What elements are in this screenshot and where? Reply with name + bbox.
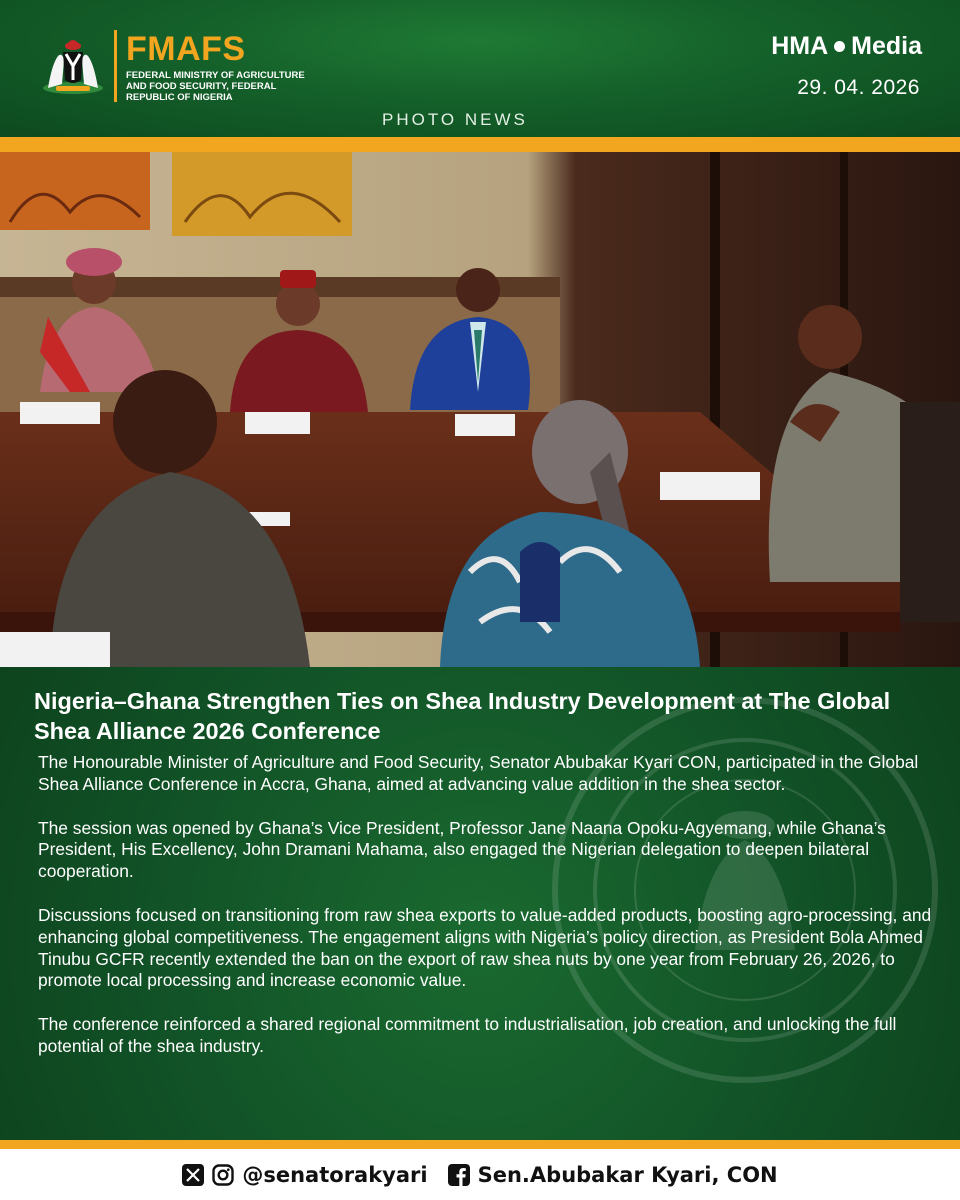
article-body [38, 752, 958, 1080]
article-headline: Nigeria–Ghana Strengthen Ties on Shea Industry Development at The Global Shea Alliance 2026 Conference [34, 688, 891, 744]
section-label: PHOTO NEWS [382, 110, 528, 129]
brand-title: FMAFS [126, 30, 246, 68]
post-date: 29. 04. 2026 [797, 76, 920, 99]
instagram-icon[interactable] [212, 1164, 234, 1186]
coat-of-arms-icon [38, 34, 108, 96]
facebook-page-name[interactable]: Sen.Abubakar Kyari, CON [477, 1162, 778, 1187]
hma-left: HMA [771, 32, 829, 60]
article-paragraph: Discussions focused on transitioning from raw shea exports to value-added products, boosting agro-processing, and enhancing global competitiveness. The engagement aligns with Nigeria’s policy direction, as President Bola Ahmed Tinubu GCFR recently extended the ban on the export of raw shea nuts by one year from February 26, 2026, to promote local processing and increase economic value. [38, 904, 932, 991]
brand-subtitle: FEDERAL MINISTRY OF AGRICULTURE AND FOOD SECURITY, FEDERAL REPUBLIC OF NIGERIA [126, 70, 305, 103]
article-paragraph: The Honourable Minister of Agriculture and Food Security, Senator Abubakar Kyari CON, participated in the Global Shea Alliance Conference in Accra, Ghana, aimed at advancing value addition in the shea sector. [38, 752, 919, 794]
facebook-icon[interactable] [448, 1164, 470, 1186]
social-footer [0, 1149, 960, 1200]
header-banner [0, 0, 960, 137]
hma-right: Media [851, 32, 922, 60]
bullet-dot-icon [834, 41, 845, 52]
x-instagram-handle[interactable]: @senatorakyari [242, 1162, 428, 1187]
article-paragraph: The session was opened by Ghana’s Vice President, Professor Jane Naana Opoku-Agyemang, while Ghana’s President, His Excellency, John Dramani Mahama, also engaged the Nigerian delegation to deepen bilateral cooperation. [38, 817, 886, 882]
x-icon[interactable] [182, 1164, 204, 1186]
orange-divider-top [0, 137, 960, 152]
meeting-photo [0, 152, 960, 667]
hma-media-label [771, 32, 922, 61]
orange-divider-bottom [0, 1140, 960, 1149]
brand-divider [114, 30, 117, 102]
article-paragraph: The conference reinforced a shared regional commitment to industrialisation, job creation, and unlocking the full potential of the shea industry. [38, 1014, 897, 1056]
